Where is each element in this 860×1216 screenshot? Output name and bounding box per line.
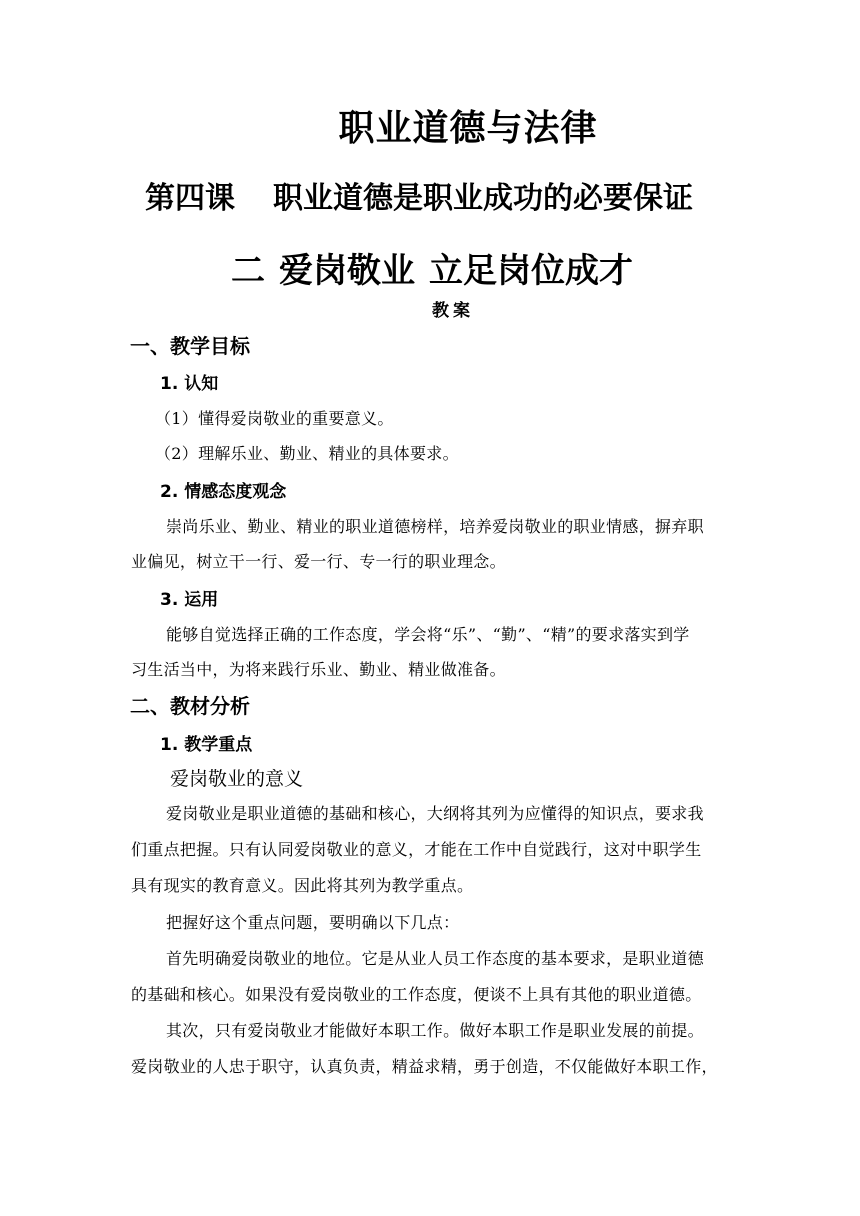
objectives-heading: 一、教学目标 [130, 334, 250, 358]
section-name-part2: 立足岗位成才 [429, 251, 633, 291]
cognition-heading: 1. 认知 [160, 374, 219, 394]
para4-line-1: 其次，只有爱岗敬业才能做好本职工作。做好本职工作是职业发展的前提。 [166, 1021, 704, 1040]
para3-line-1: 首先明确爱岗敬业的地位。它是从业人员工作态度的基本要求，是职业道德 [166, 949, 704, 968]
para4-line-2: 爱岗敬业的人忠于职守，认真负责，精益求精，勇于创造，不仅能做好本职工作， [131, 1057, 718, 1076]
para1-line-3: 具有现实的教育意义。因此将其列为教学重点。 [131, 876, 474, 895]
application-heading: 3. 运用 [160, 590, 219, 610]
emotion-heading: 2. 情感态度观念 [160, 482, 287, 502]
cognition-item-2: （2）理解乐业、勤业、精业的具体要求。 [155, 444, 459, 463]
analysis-heading: 二、教材分析 [130, 694, 250, 718]
lesson-number: 第四课 [145, 181, 235, 216]
key-points-subheading: 爱岗敬业的意义 [170, 768, 304, 790]
document-title: 职业道德与法律 [338, 108, 598, 149]
application-line-1: 能够自觉选择正确的工作态度，学会将“乐”、“勤”、“精”的要求落实到学 [166, 625, 690, 644]
application-line-2: 习生活当中，为将来践行乐业、勤业、精业做准备。 [131, 660, 506, 679]
lesson-name: 职业道德是职业成功的必要保证 [273, 181, 693, 216]
document-type-label: 教案 [432, 301, 474, 321]
para1-line-1: 爱岗敬业是职业道德的基础和核心，大纲将其列为应懂得的知识点，要求我 [166, 804, 704, 823]
section-number: 二 [231, 251, 265, 291]
cognition-item-1: （1）懂得爱岗敬业的重要意义。 [155, 409, 394, 428]
emotion-line-1: 崇尚乐业、勤业、精业的职业道德榜样，培养爱岗敬业的职业情感，摒弃职 [166, 517, 704, 536]
section-title [0, 243, 860, 292]
section-name-part1: 爱岗敬业 [279, 251, 415, 291]
emotion-line-2: 业偏见，树立干一行、爱一行、专一行的职业理念。 [131, 552, 506, 571]
lesson-title [145, 173, 693, 217]
para1-line-2: 们重点把握。只有认同爱岗敬业的意义，才能在工作中自觉践行，这对中职学生 [131, 840, 702, 859]
para3-line-2: 的基础和核心。如果没有爱岗敬业的工作态度，便谈不上具有其他的职业道德。 [131, 985, 702, 1004]
key-points-heading: 1. 教学重点 [160, 735, 253, 755]
para2: 把握好这个重点问题，要明确以下几点： [166, 913, 460, 932]
